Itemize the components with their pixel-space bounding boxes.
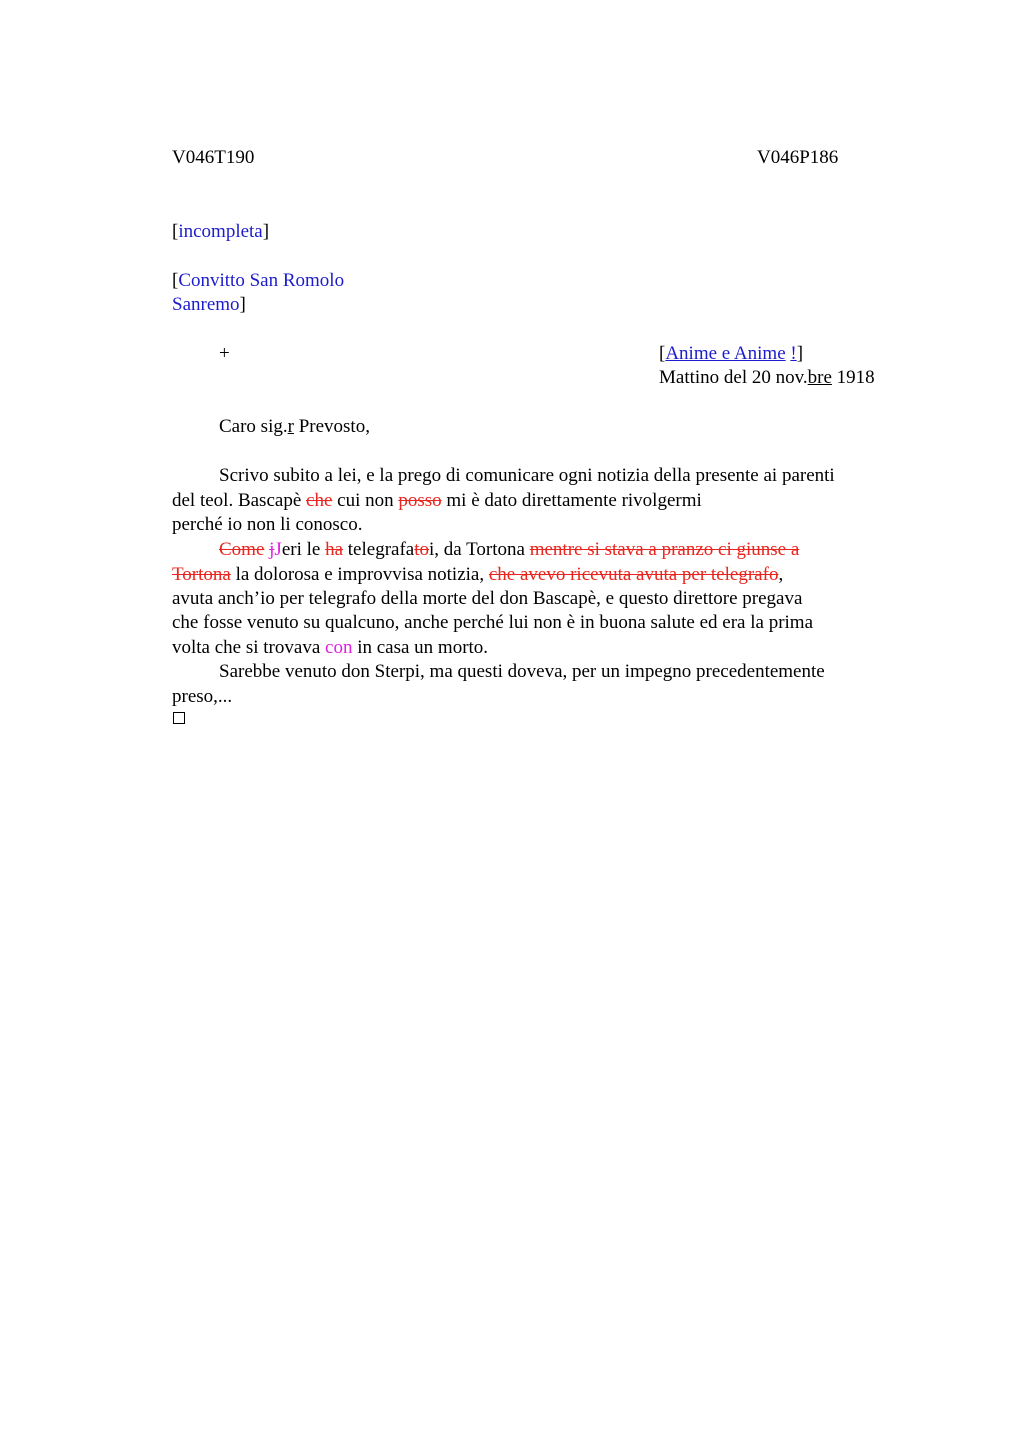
- paragraph-3-line-2: preso,...: [172, 686, 233, 707]
- letter-title: [Anime e Anime !]: [659, 343, 804, 364]
- title-link[interactable]: Anime e Anime: [665, 343, 786, 364]
- paragraph-1-line-1: Scrivo subito a lei, e la prego di comunicare ogni notizia della presente ai parenti: [219, 465, 835, 486]
- text-segment: del teol. Bascapè: [172, 490, 307, 511]
- paragraph-2-line-1: [219, 539, 799, 561]
- text-segment: telegrafa: [343, 539, 415, 560]
- deleted-text: to: [414, 539, 430, 560]
- salutation-prefix: Caro sig.: [219, 416, 288, 437]
- salutation-superscript: r: [287, 416, 294, 437]
- salutation: [219, 416, 370, 438]
- deleted-text: j: [269, 539, 275, 560]
- deleted-text: ha: [325, 539, 344, 560]
- date-year: 1918: [836, 367, 875, 388]
- text-segment: volta che si trovava: [172, 637, 326, 658]
- date-month-superscript: bre: [807, 367, 832, 388]
- letter-date: [659, 367, 875, 389]
- document-code-left: V046T190: [172, 147, 255, 168]
- paragraph-1-line-2: [172, 490, 702, 512]
- status-note: [incompleta]: [172, 221, 270, 242]
- cross-symbol: +: [219, 343, 230, 364]
- place-line-1: [Convitto San Romolo: [172, 270, 345, 291]
- deleted-text: posso: [398, 490, 442, 511]
- end-marker-square-icon: [173, 712, 185, 724]
- deleted-text: Come: [219, 539, 265, 560]
- text-segment: i, da Tortona: [429, 539, 530, 560]
- deleted-text: che: [306, 490, 333, 511]
- inserted-text: con: [325, 637, 353, 658]
- text-segment: mi è dato direttamente rivolgermi: [441, 490, 702, 511]
- title-exclamation-link[interactable]: !: [790, 343, 797, 364]
- paragraph-2-line-5: [172, 637, 488, 659]
- place-line-2: Sanremo]: [172, 294, 246, 315]
- text-segment: cui non: [332, 490, 399, 511]
- place-city: Sanremo: [172, 294, 240, 315]
- paragraph-1-line-3: perché io non li conosco.: [172, 514, 363, 535]
- deleted-text: che avevo ricevuta avuta per telegrafo: [488, 564, 779, 585]
- text-segment: ,: [778, 564, 784, 585]
- status-label: incompleta: [178, 221, 263, 242]
- text-segment: in casa un morto.: [352, 637, 489, 658]
- paragraph-2-line-4: che fosse venuto su qualcuno, anche perché lui non è in buona salute ed era la prima: [172, 612, 814, 633]
- paragraph-2-line-3: avuta anch’io per telegrafo della morte del don Bascapè, e questo direttore pregava: [172, 588, 803, 609]
- paragraph-3-line-1: Sarebbe venuto don Sterpi, ma questi doveva, per un impegno precedentemente: [219, 661, 825, 682]
- deleted-text: Tortona: [172, 564, 231, 585]
- text-segment: eri le: [281, 539, 326, 560]
- paragraph-2-line-2: [172, 564, 783, 586]
- text-segment: la dolorosa e improvvisa notizia,: [230, 564, 489, 585]
- salutation-suffix: Prevosto,: [293, 416, 370, 437]
- deleted-text: mentre si stava a pranzo ci giunse a: [529, 539, 800, 560]
- document-code-right: V046P186: [757, 147, 839, 168]
- place-name: Convitto San Romolo: [178, 270, 345, 291]
- inserted-text: J: [274, 539, 282, 560]
- date-prefix: Mattino del 20 nov.: [659, 367, 808, 388]
